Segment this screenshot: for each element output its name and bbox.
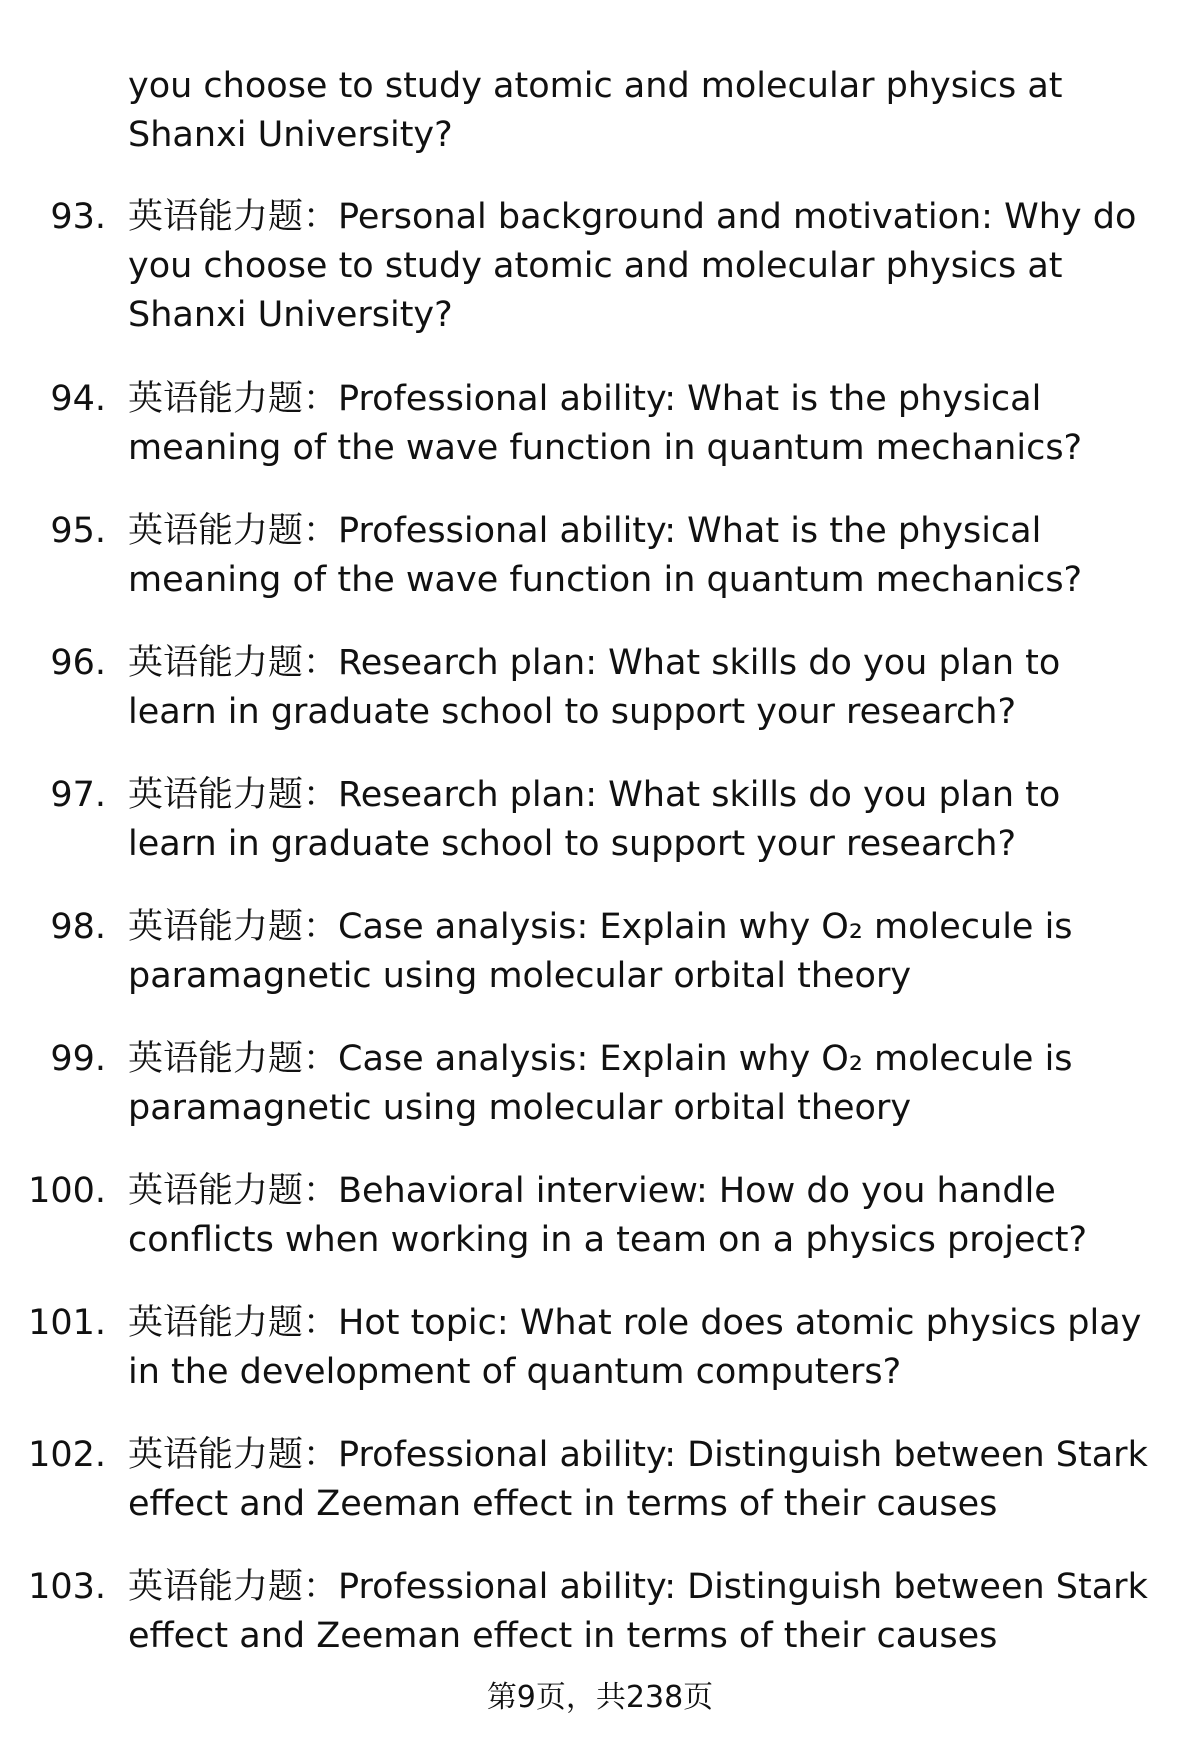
question-text: 英语能力题：Professional ability: Distinguish between Stark effect and Zeeman effect in terms of their causes	[128, 1435, 1148, 1524]
question-number: 101.	[28, 1303, 106, 1343]
question-number: 102.	[28, 1435, 106, 1475]
question-number: 93.	[50, 197, 106, 237]
question-text: 英语能力题：Hot topic: What role does atomic physics play in the development of quantum computers?	[128, 1303, 1142, 1392]
question-text: 英语能力题：Research plan: What skills do you plan to learn in graduate school to support your research?	[128, 775, 1061, 864]
continued-question-text: you choose to study atomic and molecular physics at Shanxi University?	[128, 66, 1063, 155]
question-number: 96.	[50, 643, 106, 683]
question-number: 98.	[50, 907, 106, 947]
question-number: 95.	[50, 511, 106, 551]
question-text: 英语能力题：Research plan: What skills do you plan to learn in graduate school to support your research?	[128, 643, 1061, 732]
question-text: 英语能力题：Professional ability: What is the physical meaning of the wave function in quantum mechanics?	[128, 379, 1083, 468]
question-number: 94.	[50, 379, 106, 419]
question-text: 英语能力题：Personal background and motivation: Why do you choose to study atomic and molecular physics at Shanxi University?	[128, 197, 1137, 335]
page-footer: 第9页，共238页	[486, 1680, 714, 1715]
question-text: 英语能力题：Case analysis: Explain why O₂ molecule is paramagnetic using molecular orbital theory	[128, 907, 1073, 996]
question-text: 英语能力题：Professional ability: Distinguish between Stark effect and Zeeman effect in terms of their causes	[128, 1567, 1148, 1656]
question-number: 97.	[50, 775, 106, 815]
question-text: 英语能力题：Behavioral interview: How do you handle conflicts when working in a team on a physics project?	[128, 1171, 1088, 1260]
question-number: 103.	[28, 1567, 106, 1607]
question-text: 英语能力题：Professional ability: What is the physical meaning of the wave function in quantum mechanics?	[128, 511, 1083, 600]
question-number: 99.	[50, 1039, 106, 1079]
question-text: 英语能力题：Case analysis: Explain why O₂ molecule is paramagnetic using molecular orbital theory	[128, 1039, 1073, 1128]
question-number: 100.	[28, 1171, 106, 1211]
